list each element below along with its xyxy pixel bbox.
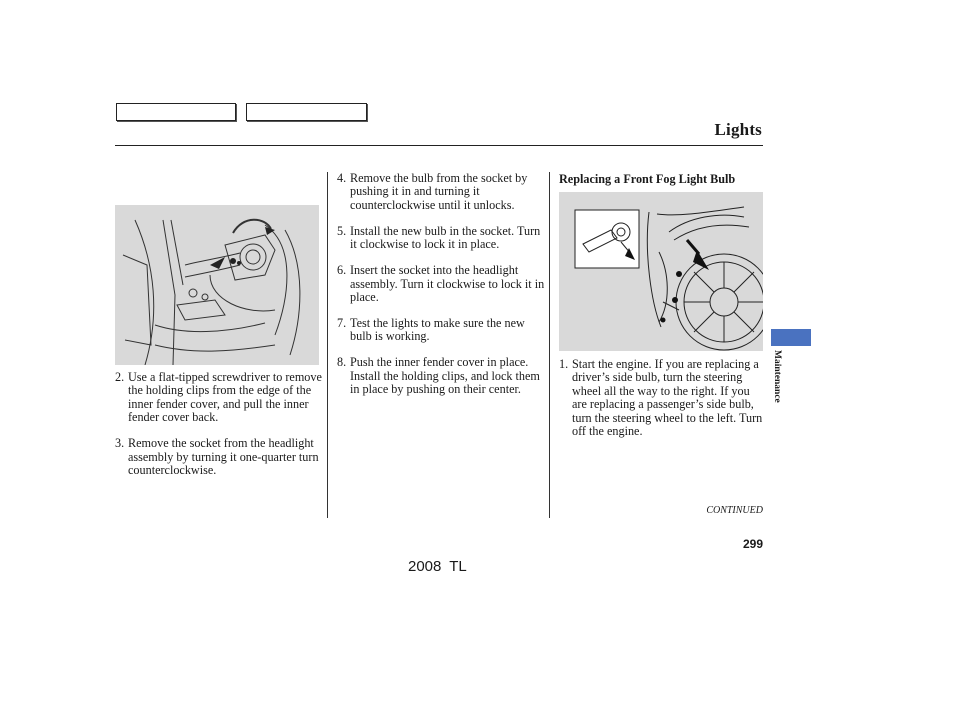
steps-list-left	[115, 371, 325, 490]
step-item: 5. Install the new bulb in the socket. Turn it clockwise to lock it in place.	[337, 223, 541, 252]
step-item: 7. Test the lights to make sure the new bulb is working.	[337, 316, 525, 344]
step-item: 8. Push the inner fender cover in place. Install the holding clips, and lock them in place by pushing on their center.	[337, 355, 540, 397]
page-number: 299	[742, 537, 763, 551]
fog-light-illustration	[559, 192, 763, 351]
step-item: 2. Use a flat-tipped screwdriver to remove the holding clips from the edge of the inner fender cover, and pull the inner fender cover back.	[115, 370, 322, 425]
column-divider-right	[549, 172, 550, 518]
title-divider	[115, 145, 763, 146]
subheading: Replacing a Front Fog Light Bulb	[559, 172, 736, 186]
step-text: Remove the socket from the headlight assembly by turning it one-quarter turn counterclockwise.	[128, 436, 319, 478]
step-item: 4. Remove the bulb from the socket by pushing it in and turning it counterclockwise until it unlocks.	[337, 171, 528, 212]
column-divider-left	[327, 172, 328, 518]
step-item: 3. Remove the socket from the headlight assembly by turning it one-quarter turn counterclockwise.	[115, 436, 319, 478]
headlight-socket-illustration	[115, 205, 319, 365]
step-text: Insert the socket into the headlight assembly. Turn it clockwise to lock it in place.	[350, 263, 545, 305]
step-text: Test the lights to make sure the new bulb is working.	[350, 316, 525, 344]
steps-list-right	[559, 358, 765, 451]
nav-tab-next[interactable]	[246, 103, 367, 121]
section-tab-marker[interactable]	[771, 329, 811, 346]
nav-tab-previous[interactable]	[116, 103, 236, 121]
step-text: Push the inner fender cover in place. Install the holding clips, and lock them in place by pushing on their center.	[350, 355, 540, 397]
section-label: Maintenance	[772, 350, 782, 403]
steps-list-middle	[337, 172, 549, 409]
page-title: Lights	[714, 120, 762, 139]
continued-note: CONTINUED	[706, 505, 763, 516]
step-text: Install the new bulb in the socket. Turn it clockwise to lock it in place.	[350, 223, 541, 252]
step-text: Remove the bulb from the socket by pushing it in and turning it counterclockwise until it unlocks.	[350, 171, 528, 212]
step-text: Start the engine. If you are replacing a driver’s side bulb, turn the steering wheel all the way to the right. If you are replacing a passenger’s side bulb, turn the steering wheel to the left. Turn off the engine.	[572, 357, 763, 439]
step-text: Use a flat-tipped screwdriver to remove the holding clips from the edge of the inner fender cover, and pull the inner fender cover back.	[128, 370, 322, 425]
step-item: 6. Insert the socket into the headlight assembly. Turn it clockwise to lock it in place.	[337, 263, 545, 305]
step-item: 1. Start the engine. If you are replacing a driver’s side bulb, turn the steering wheel all the way to the right. If you are replacing a passenger’s side bulb, turn the steering wheel to the left. Turn off the engine.	[559, 357, 763, 439]
footer-model: 2008 TL	[408, 558, 467, 575]
